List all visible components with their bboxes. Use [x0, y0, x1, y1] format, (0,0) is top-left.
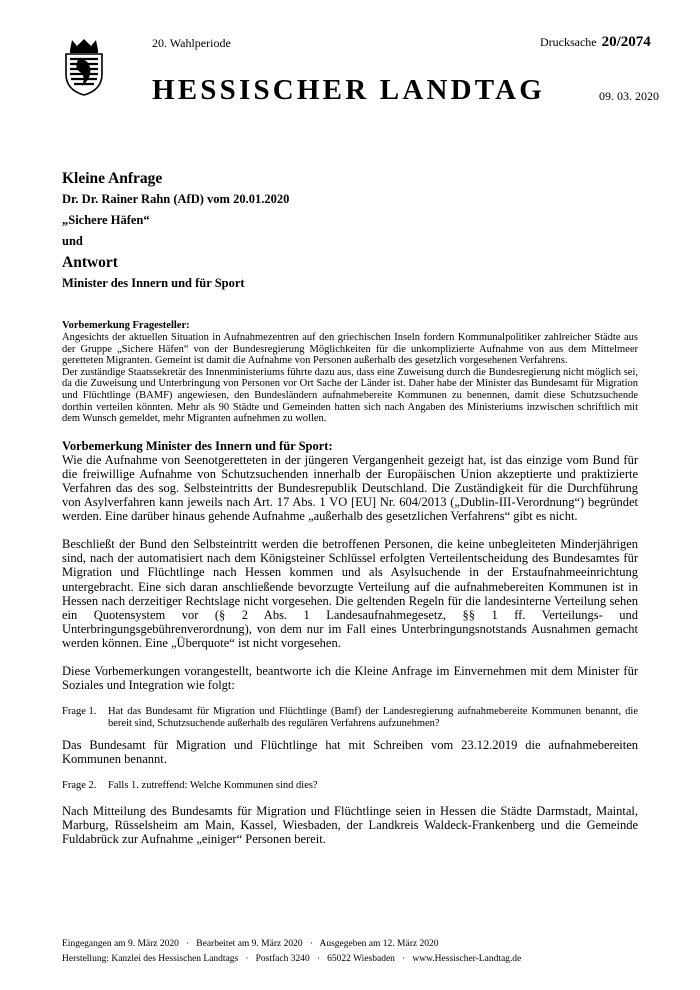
document-body [62, 320, 638, 846]
vorbemerkung-minister-paragraph: Wie die Aufnahme von Seenotgeretteten in der jüngeren Vergangenheit gezeigt hat, ist das einzige vom Bund für die freiwillige Aufnahme von Schutzsuchenden innerhalb der Europäischen Union akzeptierte und praktizierte Verfahren das des sog. Selbsteintritts der Bundesrepublik Deutschland. Die Zuständigkeit für die Durchführung von Asylverfahren kann jeweils nach Art. 17 Abs. 1 VO [EU] Nr. 604/2013 („Dublin-III-Verordnung“) begründet werden. Eine darüber hinaus gehende Aufnahme „außerhalb des gesetzlichen Verfahrens“ gibt es nicht. [62, 452, 638, 524]
vorbemerkung-fragesteller-heading: Vorbemerkung Fragesteller: [62, 320, 190, 331]
subject-line: „Sichere Häfen“ [62, 213, 150, 227]
vorbemerkung-fragesteller-paragraph: Der zuständige Staatssekretär des Innenministeriums führte dazu aus, dass eine Zuweisung durch die Bundesregierung nicht möglich sei, da die Zuweisung und Unterbringung von Personen vor Ort Sache der Länder ist. Daher habe der Minister das Bundesamt für Migration und Flüchtlinge (BAMF) angewiesen, den Bundesländern aufnahmebereite Kommunen zu benennen, damit diese Schutzsuchende dorthin verteilen könnten. Mehr als 90 Städte und Gemeinden hatten sich nach Angaben des Ministeriums inzwischen schriftlich mit dem Wunsch gemeldet, mehr Migranten aufnehmen zu wollen. [62, 366, 638, 425]
minister-line: Minister des Innern und für Sport [62, 276, 245, 290]
document-date: 09. 03. 2020 [599, 89, 659, 103]
hessen-coat-of-arms-icon [62, 38, 106, 96]
footer-production: Herstellung: Kanzlei des Hessischen Landtags · Postfach 3240 · 65022 Wiesbaden · www.Hessischer-Landtag.de [62, 954, 522, 964]
drucksache-label: Drucksache [540, 35, 597, 49]
footer [62, 937, 521, 967]
antwort-heading: Antwort [62, 254, 118, 271]
question-label: Frage 2. [62, 779, 97, 791]
parliament-title: HESSISCHER LANDTAG [152, 74, 546, 106]
vorbemerkung-minister-paragraph: Diese Vorbemerkungen vorangestellt, beantworte ich die Kleine Anfrage im Einvernehmen mit dem Minister für Soziales und Integration wie folgt: [62, 663, 638, 693]
heading-block [62, 168, 622, 294]
question-text: Hat das Bundesamt für Migration und Flüchtlinge (Bamf) der Landesregierung aufnahmebereite Kommunen benannt, die bereit sind, Schutzsuchende außerhalb des regulären Verfahrens aufzunehmen? [108, 706, 638, 729]
vorbemerkung-minister-heading: Vorbemerkung Minister des Innern und für Sport: [62, 438, 333, 453]
vorbemerkung-fragesteller-paragraph: Angesichts der aktuellen Situation in Aufnahmezentren auf den griechischen Inseln fordern Kommunalpolitiker zahlreicher Städte aus der Gruppe „Sichere Häfen“ von der Bundesregierung Möglichkeiten für die unkomplizierte Aufnahme von aus dem Mittelmeer geretteten Migranten. Gemeint ist damit die Aufnahme von Personen außerhalb des gesetzlich vorgesehenen Verfahrens. [62, 332, 638, 367]
footer-dates: Eingegangen am 9. März 2020 · Bearbeitet am 9. März 2020 · Ausgegeben am 12. März 2020 [62, 939, 439, 949]
answer-1: Das Bundesamt für Migration und Flüchtlinge hat mit Schreiben vom 23.12.2019 die aufnahmebereiten Kommunen benannt. [62, 737, 638, 766]
question-label: Frage 1. [62, 706, 97, 718]
question-text: Falls 1. zutreffend: Welche Kommunen sind dies? [108, 779, 318, 791]
vorbemerkung-minister-paragraph: Beschließt der Bund den Selbsteintritt werden die betroffenen Personen, die keine unbegleiteten Minderjährigen sind, nach der automatisiert nach dem Königsteiner Schlüssel erfolgten Verteilentscheidung des Bundesamtes für Migration und Flüchtlinge nach Hessen kommen und als Asylsuchende in der Erstaufnahmeeinrichtung untergebracht. Eine sich daran anschließende bevorzugte Verteilung auf die aufnahmebereiten Kommunen ist in Hessen nach derzeitiger Rechtslage nicht vorgesehen. Die geltenden Regeln für die landesinterne Verteilung sehen ein Quotensystem vor (§ 2 Abs. 1 Landesaufnahmegesetz, §§ 1 ff. Verteilungs- und Unterbringungsgebührenverordnung), von dem nur im Fall eines Unterbringungsnotstands Ausnahmen gemacht werden können. Eine „Überquote“ ist nicht vorgesehen. [62, 537, 638, 650]
drucksache-number: 20/2074 [601, 34, 651, 50]
wahlperiode: 20. Wahlperiode [152, 36, 231, 50]
answer-2: Nach Mitteilung des Bundesamts für Migration und Flüchtlinge seien in Hessen die Städte Darmstadt, Maintal, Marburg, Rüsselsheim am Main, Kassel, Wiesbaden, der Landkreis Waldeck-Frankenberg und die Gemeinde Fuldabrück zur Aufnahme „einiger“ Personen bereit. [62, 803, 638, 846]
question-1 [62, 706, 638, 730]
question-2 [62, 780, 638, 792]
drucksache [540, 34, 651, 51]
und-line: und [62, 234, 83, 248]
author-line: Dr. Dr. Rainer Rahn (AfD) vom 20.01.2020 [62, 192, 290, 206]
kleine-anfrage-heading: Kleine Anfrage [62, 170, 163, 187]
